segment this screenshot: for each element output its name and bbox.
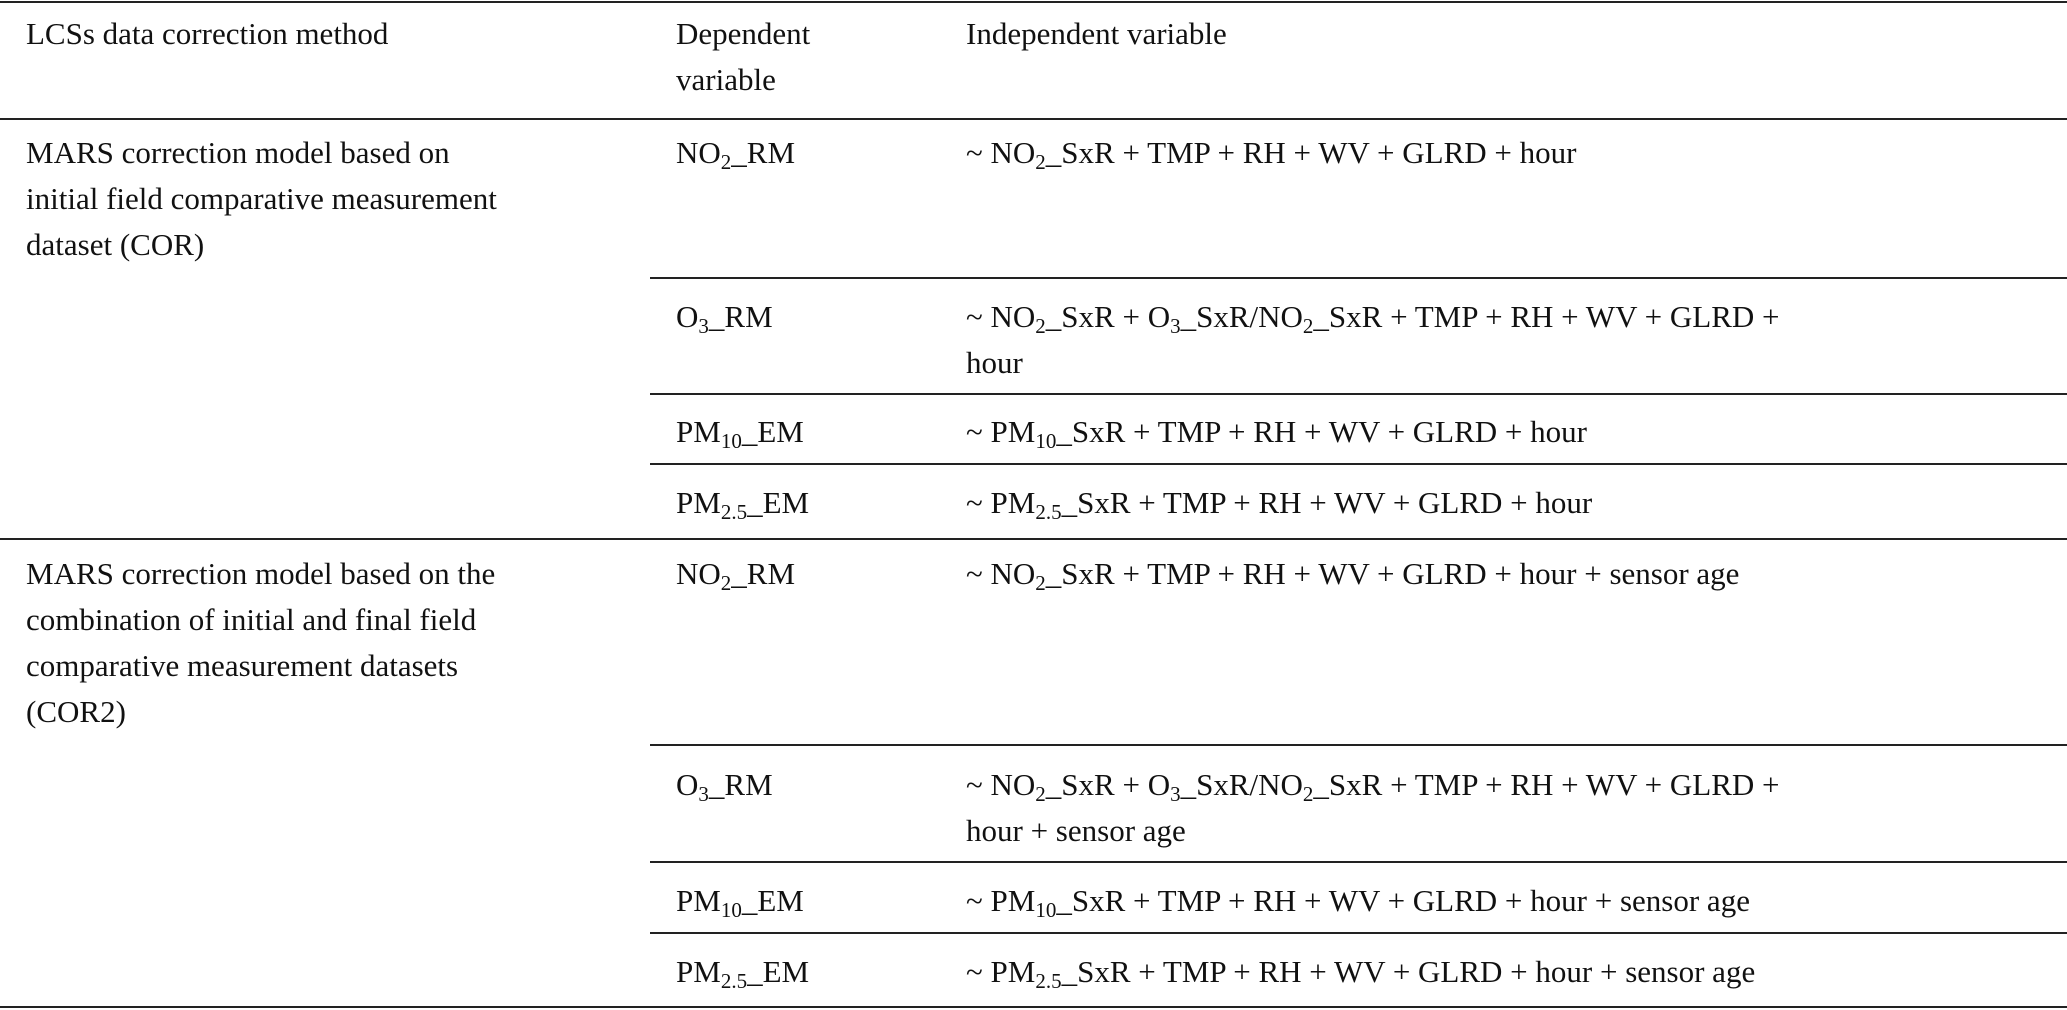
dependent-cell xyxy=(676,762,773,808)
formula-text: ~ PM xyxy=(966,954,1036,989)
formula-text: _SxR + O xyxy=(1045,767,1171,802)
dependent-text: NO xyxy=(676,135,721,170)
formula-text: hour + sensor age xyxy=(966,813,1186,848)
formula-text: _SxR + TMP + RH + WV + GLRD + xyxy=(1313,767,1780,802)
formula-line xyxy=(966,949,1755,995)
formula-text: ~ NO xyxy=(966,135,1036,170)
dependent-text: O xyxy=(676,299,699,334)
rule-g1-r3 xyxy=(650,463,2067,465)
formula-subscript: 2 xyxy=(1035,782,1046,806)
formula-text: _SxR + TMP + RH + WV + GLRD + hour xyxy=(1045,135,1577,170)
dependent-subscript: 2.5 xyxy=(720,969,748,993)
method-cell-cor xyxy=(26,130,497,268)
formula-line xyxy=(966,294,1780,340)
header-dependent-line-2: variable xyxy=(676,62,776,97)
independent-cell xyxy=(966,480,1592,526)
dependent-subscript: 2 xyxy=(720,571,732,595)
formula-line xyxy=(966,130,1576,176)
formula-line xyxy=(966,808,1780,854)
rule-bottom xyxy=(0,1006,2067,1008)
method-line: MARS correction model based on the xyxy=(26,556,496,591)
formula-line xyxy=(966,878,1750,924)
formula-text: _SxR + TMP + RH + WV + GLRD + hour + sensor age xyxy=(1056,883,1750,918)
formula-text: _SxR + TMP + RH + WV + GLRD + hour + sensor age xyxy=(1061,954,1756,989)
formula-text: ~ NO xyxy=(966,767,1036,802)
formula-line xyxy=(966,551,1739,597)
formula-line xyxy=(966,480,1592,526)
dependent-subscript: 3 xyxy=(698,314,709,338)
formula-text: _SxR + O xyxy=(1045,299,1171,334)
formula-subscript: 3 xyxy=(1170,314,1181,338)
dependent-suffix: _EM xyxy=(747,954,810,989)
formula-text: _SxR + TMP + RH + WV + GLRD + hour xyxy=(1061,485,1593,520)
rule-g2-r1 xyxy=(650,744,2067,746)
formula-text: _SxR/NO xyxy=(1180,767,1303,802)
formula-text: ~ PM xyxy=(966,485,1036,520)
formula-text: ~ PM xyxy=(966,414,1036,449)
dependent-subscript: 3 xyxy=(698,782,709,806)
dependent-text: PM xyxy=(676,954,721,989)
dependent-cell xyxy=(676,480,809,526)
rule-g1-r2 xyxy=(650,393,2067,395)
dependent-subscript: 2 xyxy=(720,150,732,174)
formula-text: _SxR/NO xyxy=(1180,299,1303,334)
formula-line xyxy=(966,409,1587,455)
formula-subscript: 2 xyxy=(1035,314,1046,338)
method-line: comparative measurement datasets xyxy=(26,648,459,683)
formula-text: ~ NO xyxy=(966,556,1036,591)
formula-line xyxy=(966,340,1780,386)
formula-text: ~ NO xyxy=(966,299,1036,334)
formula-text: ~ PM xyxy=(966,883,1036,918)
dependent-text: PM xyxy=(676,414,721,449)
rule-group-separator xyxy=(0,538,2067,540)
method-line: dataset (COR) xyxy=(26,227,205,262)
formula-subscript: 10 xyxy=(1035,429,1057,453)
formula-subscript: 2 xyxy=(1302,314,1314,338)
method-line: combination of initial and final field xyxy=(26,602,477,637)
dependent-text: NO xyxy=(676,556,721,591)
formula-text: _SxR + TMP + RH + WV + GLRD + hour + sensor age xyxy=(1045,556,1740,591)
method-line: MARS correction model based on xyxy=(26,135,450,170)
dependent-cell xyxy=(676,294,773,340)
independent-cell xyxy=(966,294,1780,386)
formula-text: hour xyxy=(966,345,1023,380)
independent-cell xyxy=(966,409,1587,455)
formula-subscript: 3 xyxy=(1170,782,1181,806)
header-dependent xyxy=(676,11,810,103)
dependent-cell xyxy=(676,949,809,995)
formula-subscript: 2 xyxy=(1035,150,1046,174)
dependent-suffix: _RM xyxy=(708,767,773,802)
method-cell-cor2 xyxy=(26,551,495,735)
dependent-subscript: 10 xyxy=(720,429,742,453)
independent-cell xyxy=(966,949,1755,995)
header-dependent-line-1: Dependent xyxy=(676,16,811,51)
method-line: initial field comparative measurement xyxy=(26,181,497,216)
dependent-text: PM xyxy=(676,883,721,918)
independent-cell xyxy=(966,762,1780,854)
formula-subscript: 2 xyxy=(1035,571,1046,595)
dependent-suffix: _RM xyxy=(731,135,796,170)
dependent-subscript: 2.5 xyxy=(720,500,748,524)
independent-cell xyxy=(966,551,1739,597)
independent-cell xyxy=(966,878,1750,924)
rule-header-bottom xyxy=(0,118,2067,120)
method-line: (COR2) xyxy=(26,694,126,729)
formula-text: _SxR + TMP + RH + WV + GLRD + xyxy=(1313,299,1780,334)
rule-g2-r2 xyxy=(650,861,2067,863)
dependent-suffix: _EM xyxy=(747,485,810,520)
dependent-text: PM xyxy=(676,485,721,520)
dependent-cell xyxy=(676,878,804,924)
rule-g1-r1 xyxy=(650,277,2067,279)
formula-text: _SxR + TMP + RH + WV + GLRD + hour xyxy=(1056,414,1587,449)
dependent-cell xyxy=(676,130,795,176)
formula-subscript: 10 xyxy=(1035,898,1057,922)
dependent-text: O xyxy=(676,767,699,802)
dependent-suffix: _RM xyxy=(731,556,796,591)
rule-top xyxy=(0,1,2067,3)
formula-subscript: 2.5 xyxy=(1035,500,1062,524)
dependent-suffix: _EM xyxy=(741,883,804,918)
formula-subscript: 2.5 xyxy=(1035,969,1062,993)
formula-line xyxy=(966,762,1780,808)
dependent-suffix: _EM xyxy=(741,414,804,449)
dependent-suffix: _RM xyxy=(708,299,773,334)
formula-subscript: 2 xyxy=(1302,782,1314,806)
rule-g2-r3 xyxy=(650,932,2067,934)
dependent-cell xyxy=(676,551,795,597)
dependent-cell xyxy=(676,409,804,455)
dependent-subscript: 10 xyxy=(720,898,742,922)
header-independent: Independent variable xyxy=(966,16,1227,51)
independent-cell xyxy=(966,130,1576,176)
header-method: LCSs data correction method xyxy=(26,16,389,51)
